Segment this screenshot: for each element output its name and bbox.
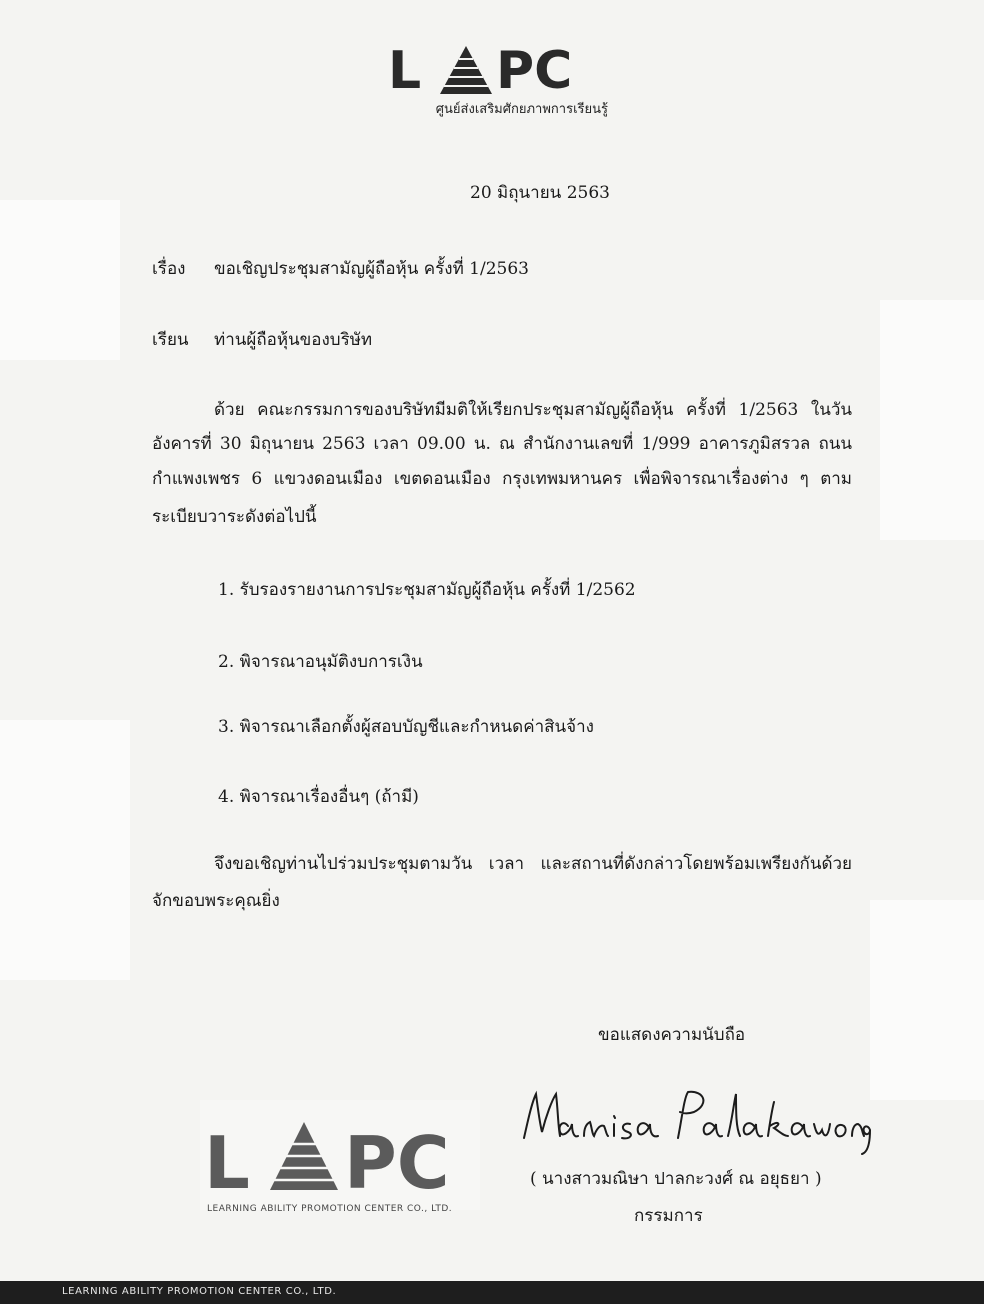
closing-line: จักขอบพระคุณยิ่ง: [152, 891, 280, 911]
closing-line: จึงขอเชิญท่านไปร่วมประชุมตามวัน เวลา และสถานที่ดังกล่าวโดยพร้อมเพรียงกันด้วย: [214, 854, 852, 874]
stamp-logo: [204, 1118, 464, 1198]
agenda-item: 2. พิจารณาอนุมัติงบการเงิน: [218, 652, 423, 672]
signature-text: Manisa Palakawongse: [518, 1080, 530, 1081]
recipient-text: ท่านผู้ถือหุ้นของบริษัท: [214, 330, 373, 350]
signer-title: กรรมการ: [634, 1206, 703, 1226]
scan-blotch: [0, 720, 130, 980]
footer-company-name: LEARNING ABILITY PROMOTION CENTER CO., LTD.: [62, 1286, 337, 1297]
body-line: อังคารที่ 30 มิถุนายน 2563 เวลา 09.00 น. ณ สำนักงานเลขที่ 1/999 อาคารภูมิสรวล ถนน: [152, 434, 852, 454]
letter-date: 20 มิถุนายน 2563: [470, 183, 610, 203]
scan-blotch: [870, 900, 984, 1100]
svg-text:PC: PC: [344, 1121, 450, 1198]
agenda-item: 4. พิจารณาเรื่องอื่นๆ (ถ้ามี): [218, 787, 419, 807]
regards-text: ขอแสดงความนับถือ: [598, 1025, 746, 1045]
scan-blotch: [0, 200, 120, 360]
scan-blotch: [880, 300, 984, 540]
body-line: ระเบียบวาระดังต่อไปนี้: [152, 507, 317, 527]
svg-text:L: L: [388, 44, 422, 101]
logo-tagline: ศูนย์ส่งเสริมศักยภาพการเรียนรู้: [435, 102, 608, 117]
signer-name: ( นางสาวมณิษา ปาลกะวงศ์ ณ อยุธยา ): [530, 1169, 822, 1189]
svg-text:PC: PC: [496, 44, 573, 101]
handwritten-signature: [518, 1080, 878, 1160]
recipient-label: เรียน: [152, 330, 189, 350]
logo-triangle-mark: [440, 46, 492, 94]
body-line: ด้วย คณะกรรมการของบริษัทมีมติให้เรียกประชุมสามัญผู้ถือหุ้น ครั้งที่ 1/2563 ในวัน: [214, 400, 852, 420]
subject-label: เรื่อง: [152, 259, 186, 279]
svg-text:L: L: [204, 1121, 250, 1198]
stamp-company-name: LEARNING ABILITY PROMOTION CENTER CO., LTD.: [207, 1204, 453, 1214]
subject-text: ขอเชิญประชุมสามัญผู้ถือหุ้น ครั้งที่ 1/2563: [214, 259, 529, 279]
body-line: กำแพงเพชร 6 แขวงดอนเมือง เขตดอนเมือง กรุงเทพมหานคร เพื่อพิจารณาเรื่องต่าง ๆ ตาม: [152, 469, 852, 489]
agenda-item: 3. พิจารณาเลือกตั้งผู้สอบบัญชีและกำหนดค่าสินจ้าง: [218, 717, 594, 737]
agenda-item: 1. รับรองรายงานการประชุมสามัญผู้ถือหุ้น ครั้งที่ 1/2562: [218, 580, 636, 600]
